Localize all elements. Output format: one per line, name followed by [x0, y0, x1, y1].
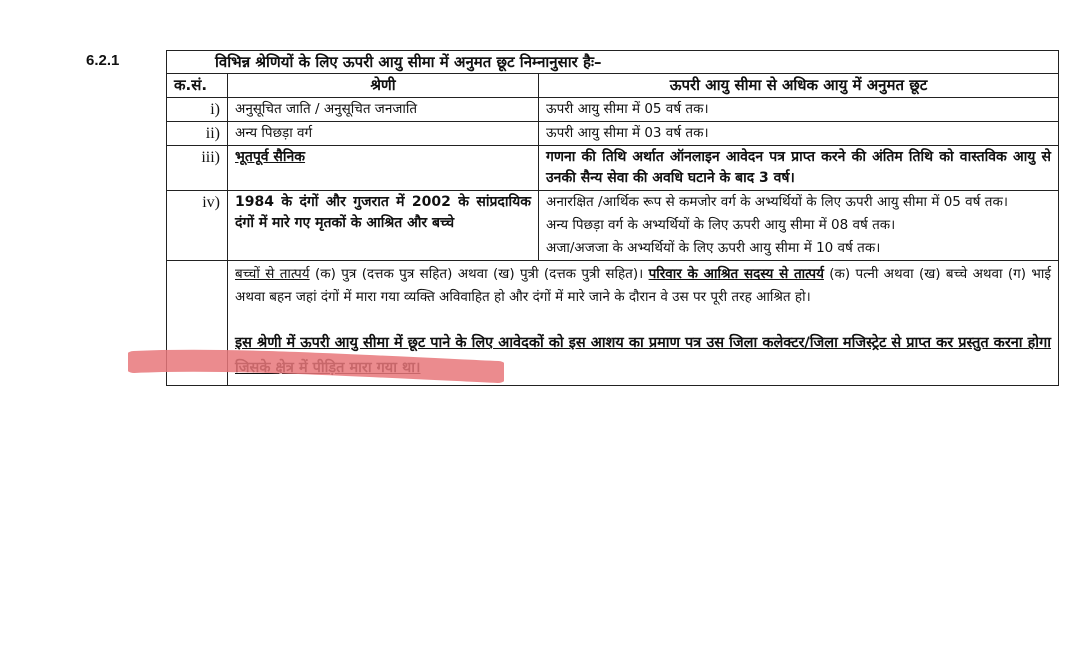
relaxation-line: अनारक्षित /आर्थिक रूप से कमजोर वर्ग के अभ्यर्थियों के लिए ऊपरी आयु सीमा में 05 वर्ष तक।	[546, 194, 1008, 210]
header-relaxation: ऊपरी आयु सीमा से अधिक आयु में अनुमत छूट	[539, 74, 1059, 98]
section-number: 6.2.1	[86, 52, 120, 69]
row-category: अनुसूचित जाति / अनुसूचित जनजाति	[228, 98, 539, 122]
header-category: श्रेणी	[228, 74, 539, 98]
row-sno: iv)	[167, 191, 228, 261]
note-row	[167, 261, 1059, 386]
age-relaxation-table	[166, 50, 1059, 386]
note-empty-cell	[167, 261, 228, 386]
certificate-paragraph: इस श्रेणी में ऊपरी आयु सीमा में छूट पाने के लिए आवेदकों को इस आशय का प्रमाण पत्र उस जिला कलेक्टर/जिला मजिस्ट्रेट से प्राप्त कर प्रस्तुत करना होगा जिसके क्षेत्र में पीड़ित मारा गया था।	[235, 335, 1051, 376]
note-cell	[228, 261, 1059, 386]
row-category: भूतपूर्व सैनिक	[228, 146, 539, 191]
row-relaxation: ऊपरी आयु सीमा में 03 वर्ष तक।	[539, 122, 1059, 146]
row-relaxation: गणना की तिथि अर्थात ऑनलाइन आवेदन पत्र प्राप्त करने की अंतिम तिथि को वास्तविक आयु से उनकी सैन्य सेवा की अवधि घटाने के बाद 3 वर्ष।	[539, 146, 1059, 191]
table-header-row	[167, 74, 1059, 98]
header-sno: क.सं.	[167, 74, 228, 98]
family-term: परिवार के आश्रित सदस्य से तात्पर्य	[648, 266, 824, 282]
relaxation-line: अजा/अजजा के अभ्यर्थियों के लिए ऊपरी आयु सीमा में 10 वर्ष तक।	[546, 240, 881, 256]
row-sno: iii)	[167, 146, 228, 191]
row-category: 1984 के दंगों और गुजरात में 2002 के सांप्रदायिक दंगों में मारे गए मृतकों के आश्रित और बच्चे	[228, 191, 539, 261]
paragraph-gap	[235, 309, 1051, 331]
relaxation-line: अन्य पिछड़ा वर्ग के अभ्यर्थियों के लिए ऊपरी आयु सीमा में 08 वर्ष तक।	[546, 217, 896, 233]
family-definition: (क) पत्नी अथवा (ख) बच्चे अथवा (ग) भाई अथवा बहन जहां दंगों में मारा गया व्यक्ति अविवाहित हो और दंगों में मारे जाने के दौरान वे उस पर पूरी तरह आश्रित हो।	[235, 266, 1051, 305]
row-sno: ii)	[167, 122, 228, 146]
row-relaxation: ऊपरी आयु सीमा में 05 वर्ष तक।	[539, 98, 1059, 122]
table-row	[167, 98, 1059, 122]
row-relaxation	[539, 191, 1059, 261]
row-category: अन्य पिछड़ा वर्ग	[228, 122, 539, 146]
children-term: बच्चों से तात्पर्य	[235, 266, 310, 282]
table-row	[167, 191, 1059, 261]
table-row	[167, 146, 1059, 191]
row-sno: i)	[167, 98, 228, 122]
table-caption: विभिन्न श्रेणियों के लिए ऊपरी आयु सीमा में अनुमत छूट निम्नानुसार हैः–	[167, 51, 1059, 74]
table-row	[167, 122, 1059, 146]
definition-paragraph	[235, 263, 1051, 309]
children-definition: (क) पुत्र (दत्तक पुत्र सहित) अथवा (ख) पुत्री (दत्तक पुत्री सहित)।	[309, 266, 649, 282]
table-caption-row	[167, 51, 1059, 74]
